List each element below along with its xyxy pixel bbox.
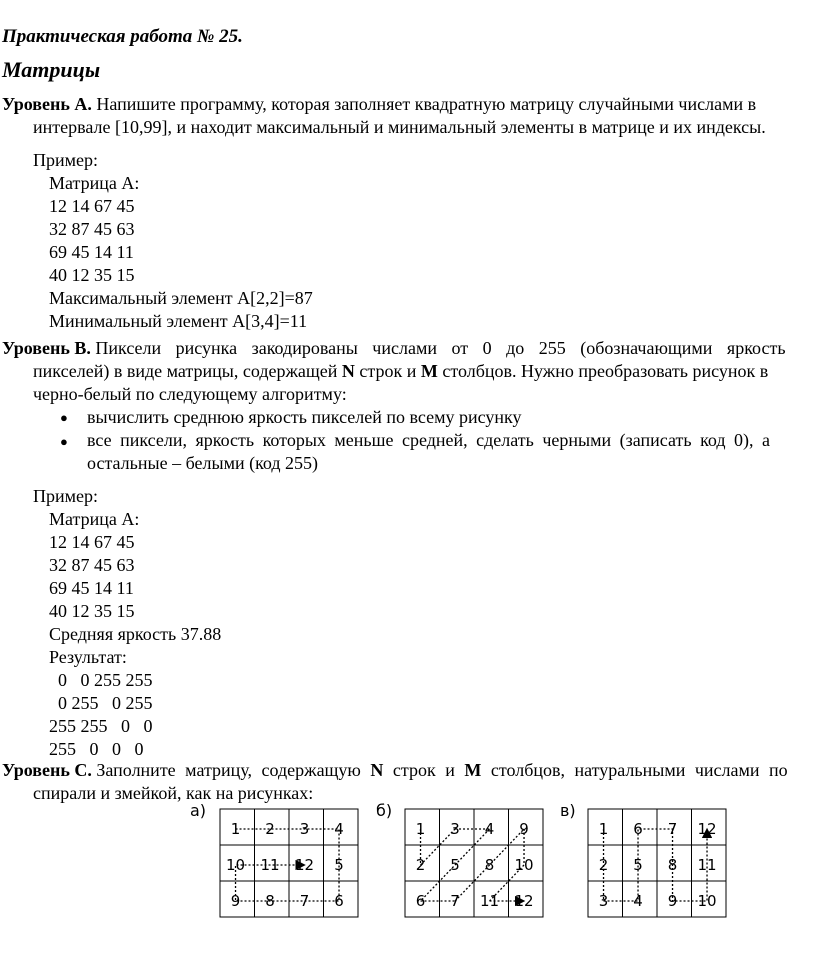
level-b-label: Уровень В. [2,338,91,358]
level-b-bullet-1: вычислить среднюю яркость пикселей по всему рисунку [87,407,522,427]
example-line: Матрица А: [49,509,140,529]
matrix-cell: 5 [334,856,344,874]
matrix-cell: 9 [519,820,529,838]
level-b-text-2a: пикселей) в виде матрицы, содержащей [33,361,342,381]
var-m: M [420,361,438,381]
bullet-icon: ● [60,434,68,449]
example-line: 32 87 45 63 [49,555,135,575]
matrix-cell: 11 [260,856,280,874]
level-a-example-label: Пример: [33,150,99,170]
level-a-text-1: Напишите программу, которая заполняет квадратную матрицу случайными числами в [96,94,757,114]
caption-a: а) [190,801,207,820]
matrix-cell: 11 [479,892,500,910]
level-c-text-1b: строк и [383,760,465,780]
example-line: 40 12 35 15 [49,265,135,285]
level-c-text-2: спирали и змейкой, как на рисунках: [33,783,314,803]
level-b-bullet-2-line-2: остальные – белыми (код 255) [87,453,319,473]
level-b-example-label: Пример: [33,486,99,506]
example-line: 40 12 35 15 [49,601,135,621]
matrix-cell: 8 [265,892,275,910]
matrix-cell: 4 [633,892,643,910]
matrix-cell: 7 [299,892,310,910]
matrix-cell: 6 [633,820,643,838]
level-c-label: Уровень С. [2,760,92,780]
matrix-cell: 6 [415,892,426,910]
matrix-cell: 9 [230,892,241,910]
matrix-cell: 12 [294,856,315,874]
matrix-cell: 4 [484,820,495,838]
matrix-cell: 7 [450,892,460,910]
matrix-cell: 8 [484,856,495,874]
example-line: Средняя яркость 37.88 [49,624,222,644]
matrix-cell: 7 [667,820,678,838]
matrix-cell: 2 [265,820,275,838]
topic-title: Матрицы [2,57,101,82]
example-line: 12 14 67 45 [49,532,135,552]
var-n: N [341,361,355,381]
level-b-bullet-2-line-1: все пиксели, яркость которых меньше средней, сделать черными (записать код 0), а [87,430,771,450]
caption-c: в) [560,801,576,820]
matrix-cell: 10 [514,856,534,874]
example-line: Минимальный элемент А[3,4]=11 [49,311,308,331]
var-m: M [464,760,482,780]
example-line: Результат: [49,647,127,667]
matrix-cell: 3 [450,820,460,838]
level-a-label: Уровень А. [2,94,92,114]
example-line: 69 45 14 11 [49,578,134,598]
result-line: 255 255 0 0 [49,716,153,736]
bullet-icon: ● [60,410,68,425]
level-b-text-3: черно-белый по следующему алгоритму: [33,384,347,404]
level-c-text-1c: столбцов, натуральными числами по [481,760,788,780]
matrix-cell: 8 [667,856,678,874]
matrix-cell: 12 [697,820,717,838]
matrix-cell: 1 [230,820,241,838]
example-line: 32 87 45 63 [49,219,135,239]
matrix-cell: 12 [514,892,534,910]
level-b-text-2b: строк и [354,361,421,381]
matrix-cell: 2 [598,856,609,874]
matrix-cell: 2 [415,856,426,874]
caption-b: б) [376,801,393,820]
matrix-cell: 3 [299,820,310,838]
matrix-cell: 5 [633,856,643,874]
matrix-cell: 4 [334,820,344,838]
matrix-cell: 1 [598,820,609,838]
matrix-cell: 10 [225,856,246,874]
example-line: Матрица А: [49,173,140,193]
matrix-cell: 3 [598,892,609,910]
matrix-cell: 9 [667,892,678,910]
matrix-cell: 11 [697,856,717,874]
result-line: 0 0 255 255 [49,670,153,690]
matrix-cell: 1 [415,820,426,838]
matrix-cell: 5 [450,856,460,874]
matrix-cell: 10 [697,892,717,910]
example-line: Максимальный элемент А[2,2]=87 [49,288,313,308]
result-line: 255 0 0 0 [49,739,144,759]
level-a-text-2: интервале [10,99], и находит максимальный и минимальный элементы в матрице и их индексы. [33,117,766,137]
example-line: 12 14 67 45 [49,196,135,216]
result-line: 0 255 0 255 [49,693,153,713]
level-c-text-1a: Заполните матрицу, содержащую [96,760,371,780]
matrix-cell: 6 [334,892,344,910]
level-b-text-2c: столбцов. Нужно преобразовать рисунок в [437,361,769,381]
example-line: 69 45 14 11 [49,242,134,262]
path-line [421,829,490,901]
work-title: Практическая работа № 25. [2,26,243,47]
level-b-text-1: Пиксели рисунка закодированы числами от 0 до 255 (обозначающими яркость [95,338,786,358]
var-n: N [370,760,384,780]
